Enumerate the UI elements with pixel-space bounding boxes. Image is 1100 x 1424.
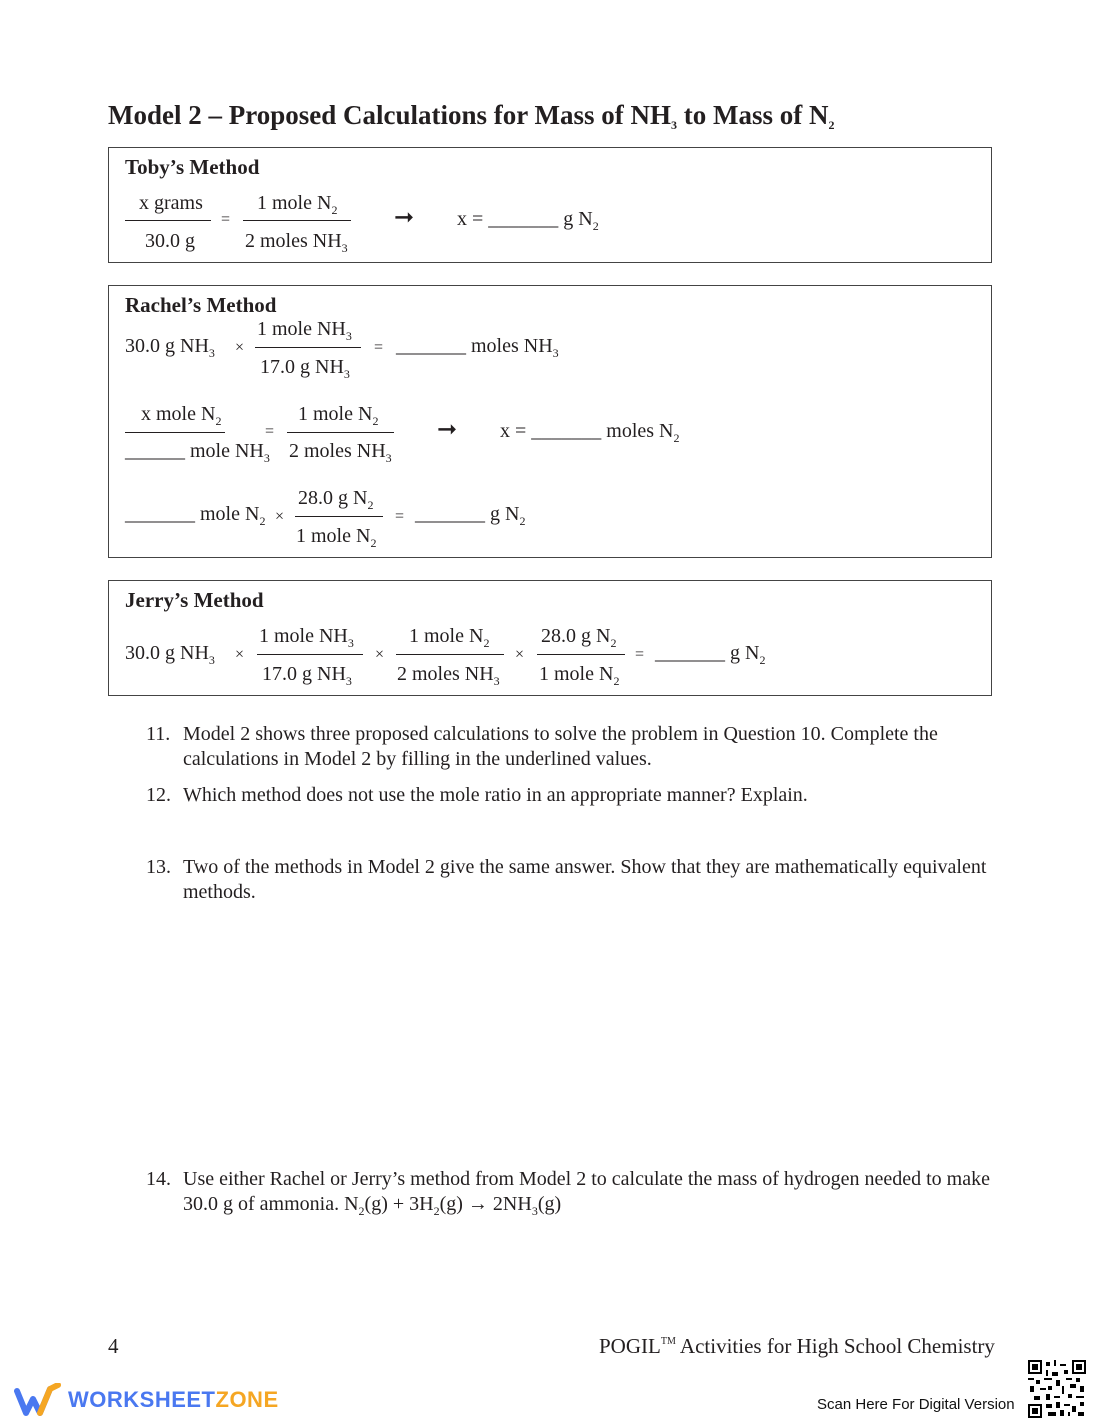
jerry-f2-numerator: 1 mole $N_2$ [409,625,490,650]
rachel-row2-result: x = _______ moles $N_2$ [500,420,680,445]
fraction-bar [243,220,351,221]
jerry-f3-numerator: 28.0 g $N_2$ [541,625,617,650]
rachel-row1-result: _______ moles $NH_3$ [396,335,559,360]
rachel-row3-numerator: 28.0 g $N_2$ [298,487,374,512]
answer-blank[interactable]: ______ [125,440,185,462]
answer-blank[interactable]: _______ [531,420,602,442]
fraction-bar [396,654,504,655]
toby-frac1-denominator: 30.0 g [145,230,195,252]
jerry-f2-denominator: 2 moles $NH_3$ [397,663,500,688]
toby-frac2-numerator: 1 mole $N_2$ [257,192,338,217]
answer-blank[interactable]: _______ [396,335,466,357]
times-sign: × [275,508,285,525]
rachel-row1-start: 30.0 g $NH_3$ [125,335,215,360]
question-13: 13. Two of the methods in Model 2 give the same answer. Show that they are mathematically equivalent methods. [146,856,987,903]
rachel-row1-denominator: 17.0 g $NH_3$ [260,356,350,381]
reaction-equation: $N_2(g) + 3H_2(g) \to 2NH_3(g)$ [344,1193,562,1218]
question-12: 12. Which method does not use the mole ratio in an appropriate manner? Explain. [146,784,808,806]
book-title: POGIL™ Activities for High School Chemistry [599,1334,995,1358]
toby-method-box [108,147,992,263]
jerry-f1-denominator: 17.0 g $NH_3$ [262,663,352,688]
question-14: 14. Use either Rachel or Jerry’s method from Model 2 to calculate the mass of hydrogen needed to make 30.0 g of ammonia. $N_2(g) + 3H_2(g) \to 2NH_3(g)$ [146,1168,990,1218]
toby-frac1-numerator: x grams [139,192,203,214]
answer-blank[interactable]: _______ [488,208,559,230]
equals-sign: = [374,339,384,356]
times-sign: × [235,646,245,663]
times-sign: × [515,646,525,663]
equals-sign: = [265,423,275,440]
rachel-row3-start: _______ mole $N_2$ [125,503,266,528]
fraction-bar [255,347,361,348]
worksheetzone-logo-icon [14,1383,64,1419]
fraction-bar [125,432,225,433]
toby-result: x = _______ g $N_2$ [457,208,599,233]
brand-name[interactable]: WORKSHEETZONE [68,1387,279,1412]
equals-sign: = [635,646,645,663]
jerry-result: _______ g $N_2$ [655,642,766,667]
fraction-bar [295,516,383,517]
jerry-method-heading: Jerry’s Method [125,588,264,612]
page-number: 4 [108,1334,119,1358]
jerry-f1-numerator: 1 mole $NH_3$ [259,625,354,650]
rachel-row1-numerator: 1 mole $NH_3$ [257,318,352,343]
answer-blank[interactable]: _______ [125,503,195,525]
toby-method-heading: Toby’s Method [125,155,260,179]
rachel-method-heading: Rachel’s Method [125,293,277,317]
rachel-row2-ratio-denominator: 2 moles $NH_3$ [289,440,392,465]
toby-frac2-denominator: 2 moles $NH_3$ [245,230,348,255]
rachel-method-box [108,285,992,558]
rachel-row2-numerator: x mole $N_2$ [141,403,222,428]
rachel-row2-ratio-numerator: 1 mole $N_2$ [298,403,379,428]
rachel-row2-denominator: ______ mole $NH_3$ [125,440,270,465]
scan-label: Scan Here For Digital Version [817,1396,1015,1413]
question-11: 11. Model 2 shows three proposed calculations to solve the problem in Question 10. Complete the calculations in Model 2 by filling in the underlined values. [146,723,938,770]
rachel-row3-result: _______ g $N_2$ [415,503,526,528]
fraction-bar [287,432,394,433]
answer-blank[interactable]: _______ [655,642,725,664]
answer-blank[interactable]: _______ [415,503,485,525]
fraction-bar [125,220,211,221]
equals-sign: = [221,211,231,228]
rachel-row3-denominator: 1 mole $N_2$ [296,525,377,550]
times-sign: × [235,339,245,356]
qr-code-icon[interactable] [1028,1360,1086,1418]
page-title: Model 2 – Proposed Calculations for Mass of $NH_3$ to Mass of $N_2$ [108,100,835,132]
jerry-method-box [108,580,992,696]
right-arrow-icon: ➞ [437,415,458,443]
fraction-bar [257,654,363,655]
jerry-start: 30.0 g $NH_3$ [125,642,215,667]
fraction-bar [537,654,625,655]
jerry-f3-denominator: 1 mole $N_2$ [539,663,620,688]
right-arrow-icon: ➞ [394,203,415,231]
times-sign: × [375,646,385,663]
equals-sign: = [395,508,405,525]
